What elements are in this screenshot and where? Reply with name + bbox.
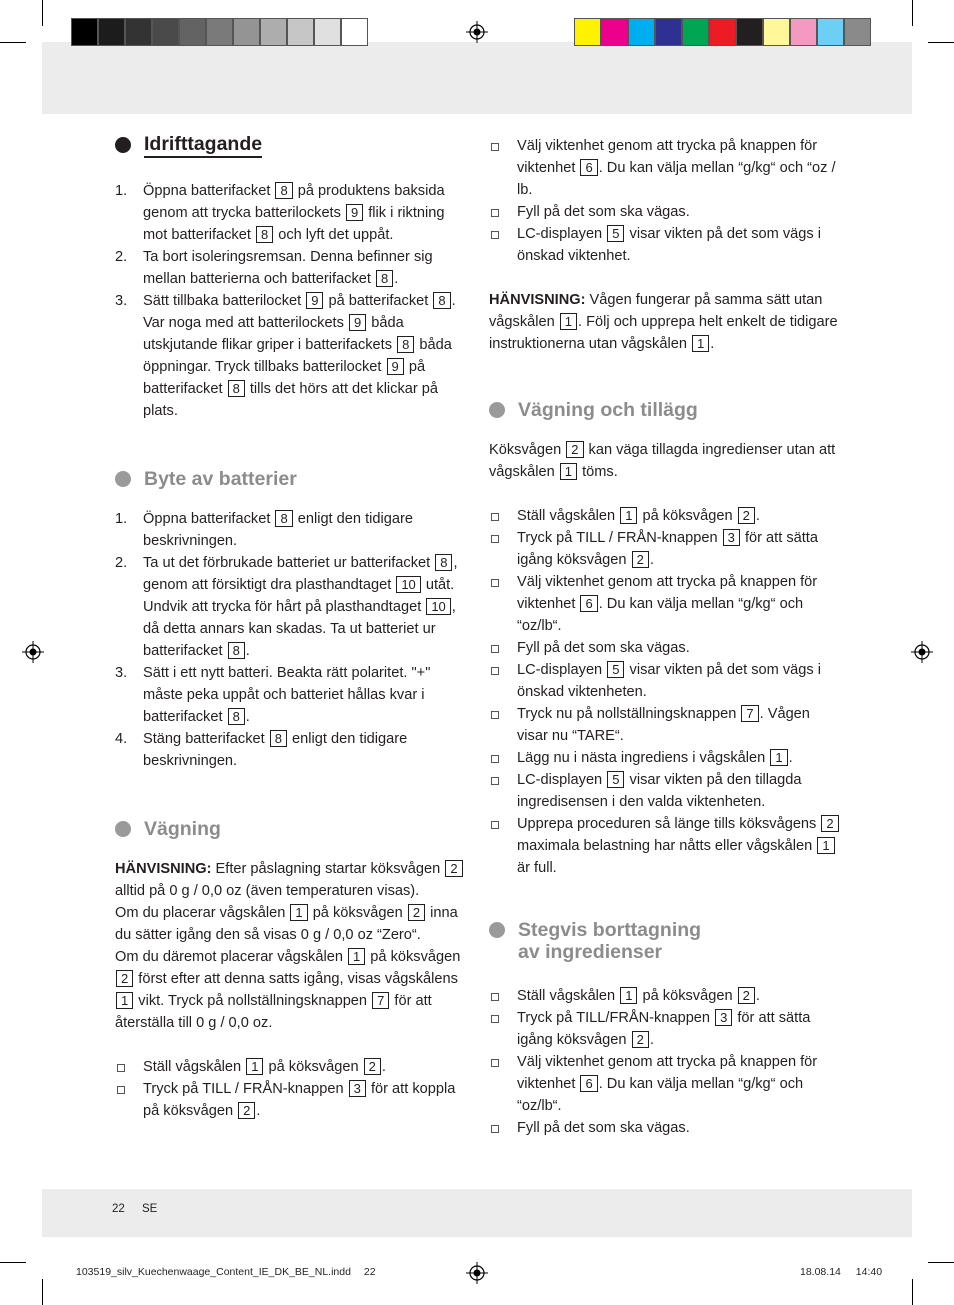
part-number-key: 10 (396, 576, 420, 593)
part-number-key: 2 (445, 860, 462, 877)
part-number-key: 9 (306, 292, 323, 309)
color-swatch (206, 18, 233, 46)
checkbox-bullet-icon (115, 1078, 143, 1122)
section-heading-vagning (115, 814, 467, 844)
checkbox-bullet-icon (115, 1056, 143, 1078)
file-name: 103519_silv_Kuechenwaage_Content_IE_DK_BE_NL.indd (76, 1266, 351, 1278)
part-number-key: 1 (246, 1058, 263, 1075)
crop-mark (928, 42, 954, 43)
bullet-list (489, 985, 841, 1139)
list-item (115, 290, 467, 422)
registration-mark-icon (466, 21, 488, 43)
list-number: 2. (115, 555, 128, 571)
left-column (115, 130, 467, 1122)
list-item-text: Fyll på det som ska vägas. (517, 1120, 690, 1136)
list-item-text: Tryck på TILL/FRÅN-knappen 3 för att sätta igång köksvågen 2 . (517, 1010, 811, 1048)
checkbox-bullet-icon (489, 1117, 517, 1139)
section-heading-idrifttagande (115, 130, 467, 160)
list-item-text: LC-displayen 5 visar vikten på det som vägs i önskad viktenheten. (517, 662, 821, 700)
color-swatch (736, 18, 763, 46)
list-item-text: Stäng batterifacket 8 enligt den tidigare beskrivningen. (143, 731, 408, 769)
part-number-key: 7 (372, 992, 389, 1009)
registration-mark-icon (22, 641, 44, 663)
list-item-text: Ställ vågskålen 1 på köksvågen 2 . (517, 508, 760, 524)
part-number-key: 8 (270, 730, 287, 747)
list-item-text: Tryck nu på nollställningsknappen 7 . Vågen visar nu “TARE“. (517, 706, 810, 744)
paragraph: Om du däremot placerar vågskålen 1 på köksvågen 2 först efter att denna satts igång, visas vågskålens 1 vikt. Tryck på nollställningsknappen 7 för att återställa till 0 g / 0,0 oz. (115, 949, 461, 1031)
list-item-text: Sätt i ett nytt batteri. Beakta rätt polaritet. "+" måste peka uppåt och batteriet hållas kvar i batterifacket 8 . (143, 665, 431, 725)
list-item (489, 527, 841, 571)
file-slug (76, 1266, 376, 1278)
footer-band (42, 1189, 912, 1237)
crop-mark (42, 1279, 43, 1305)
crop-mark (912, 0, 913, 26)
section-title: Vägning (144, 818, 221, 840)
file-page: 22 (363, 1266, 376, 1278)
color-swatch (601, 18, 628, 46)
bullet-list (115, 1056, 467, 1122)
color-swatch (709, 18, 736, 46)
list-item-text: Lägg nu i nästa ingrediens i vågskålen 1 . (517, 750, 793, 766)
part-number-key: 2 (738, 507, 755, 524)
part-number-key: 3 (715, 1009, 732, 1026)
list-item-text: Tryck på TILL / FRÅN-knappen 3 för att sätta igång köksvågen 2 . (517, 530, 818, 568)
list-item (115, 662, 467, 728)
part-number-key: 8 (376, 270, 393, 287)
page-number: 22 (112, 1203, 125, 1215)
part-number-key: 1 (290, 904, 307, 921)
note-text: Vågen fungerar på samma sätt utan vågskålen 1 . Följ och upprepa helt enkelt de tidigare instruktionerna utan vågskålen 1 . (489, 292, 838, 352)
part-number-key: 2 (632, 551, 649, 568)
list-item-text: Tryck på TILL / FRÅN-knappen 3 för att koppla på köksvågen 2 . (143, 1081, 456, 1119)
part-number-key: 2 (364, 1058, 381, 1075)
part-number-key: 1 (348, 948, 365, 965)
part-number-key: 8 (397, 336, 414, 353)
part-number-key: 7 (741, 705, 758, 722)
paragraph: Om du placerar vågskålen 1 på köksvågen 2 inna du sätter igång den så visas 0 g / 0,0 oz “Zero“. (115, 905, 458, 943)
bullet-dot-icon (115, 137, 131, 153)
part-number-key: 2 (238, 1102, 255, 1119)
list-item (489, 769, 841, 813)
list-item-text: Sätt tillbaka batterilocket 9 på batterifacket 8 . Var noga med att batterilockets 9 båda utskjutande flikar griper i batterifackets 8 båda öppningar. Tryck tillbaks batterilocket 9 på batterifacket 8 tills det hörs att det klickar på plats. (143, 293, 456, 419)
note-text: Efter påslagning startar köksvågen 2 alltid på 0 g / 0,0 oz (även temperaturen visas). (115, 861, 464, 899)
bullet-dot-icon (115, 821, 131, 837)
part-number-key: 10 (426, 598, 450, 615)
list-number: 1. (115, 183, 128, 199)
list-item (489, 223, 841, 267)
list-item (489, 135, 841, 201)
list-item-text: Välj viktenhet genom att trycka på knappen för viktenhet 6 . Du kan välja mellan “g/kg“ och “oz/lb“. (517, 1054, 818, 1114)
list-item (489, 1051, 841, 1117)
list-item-text: Öppna batterifacket 8 enligt den tidigare beskrivningen. (143, 511, 413, 549)
section-title: Idrifttagande (144, 133, 262, 158)
list-item (489, 1117, 841, 1139)
list-item (489, 571, 841, 637)
language-code: SE (142, 1203, 158, 1215)
bullet-dot-icon (489, 922, 505, 938)
list-item (489, 637, 841, 659)
part-number-key: 8 (228, 708, 245, 725)
list-number: 4. (115, 731, 128, 747)
color-swatch (655, 18, 682, 46)
list-item (115, 246, 467, 290)
crop-mark (912, 1279, 913, 1305)
checkbox-bullet-icon (489, 505, 517, 527)
part-number-key: 5 (607, 771, 624, 788)
list-item (489, 659, 841, 703)
numbered-list (115, 180, 467, 422)
list-item-text: Ställ vågskålen 1 på köksvågen 2 . (143, 1059, 386, 1075)
section-heading-stegvis-borttagning (489, 919, 841, 963)
part-number-key: 2 (566, 441, 583, 458)
list-item-text: Välj viktenhet genom att trycka på knappen för viktenhet 6 . Du kan välja mellan “g/kg“ och “oz/lb“. (517, 574, 818, 634)
color-swatch (233, 18, 260, 46)
registration-mark-icon (911, 641, 933, 663)
part-number-key: 8 (433, 292, 450, 309)
part-number-key: 2 (408, 904, 425, 921)
bullet-dot-icon (115, 471, 131, 487)
checkbox-bullet-icon (489, 1007, 517, 1051)
color-swatch (260, 18, 287, 46)
list-number: 3. (115, 293, 128, 309)
right-column (489, 135, 841, 1139)
note-label: HÄNVISNING: (115, 861, 212, 877)
checkbox-bullet-icon (489, 985, 517, 1007)
part-number-key: 6 (580, 1075, 597, 1092)
list-item (489, 1007, 841, 1051)
list-item (115, 180, 467, 246)
section-title (518, 919, 701, 963)
checkbox-bullet-icon (489, 1051, 517, 1117)
part-number-key: 1 (770, 749, 787, 766)
print-time: 14:40 (855, 1266, 883, 1278)
list-item (115, 508, 467, 552)
checkbox-bullet-icon (489, 747, 517, 769)
checkbox-bullet-icon (489, 135, 517, 201)
list-item-text: LC-displayen 5 visar vikten på den tillagda ingredisensen i den valda viktenheten. (517, 772, 802, 810)
part-number-key: 8 (228, 642, 245, 659)
checkbox-bullet-icon (489, 769, 517, 813)
section-title: Byte av batterier (144, 468, 297, 490)
part-number-key: 2 (632, 1031, 649, 1048)
list-number: 1. (115, 511, 128, 527)
part-number-key: 2 (116, 970, 133, 987)
note-label: HÄNVISNING: (489, 292, 586, 308)
list-item (489, 505, 841, 527)
part-number-key: 9 (387, 358, 404, 375)
checkbox-bullet-icon (489, 637, 517, 659)
paragraph: Köksvågen 2 kan väga tillagda ingredienser utan att vågskålen 1 töms. (489, 442, 836, 480)
color-swatch (844, 18, 871, 46)
bullet-list (489, 135, 841, 267)
crop-mark (928, 1262, 954, 1263)
list-item-text: Upprepa proceduren så länge tills köksvågens 2 maximala belastning har nåtts eller vågskålen 1 är full. (517, 813, 841, 879)
part-number-key: 1 (116, 992, 133, 1009)
part-number-key: 1 (620, 987, 637, 1004)
part-number-key: 6 (580, 159, 597, 176)
print-date: 18.08.14 (800, 1266, 841, 1278)
crop-mark (42, 0, 43, 26)
checkbox-bullet-icon (489, 527, 517, 571)
process-color-bar (574, 18, 871, 46)
list-item (115, 1056, 467, 1078)
grey-color-bar (71, 18, 368, 46)
registration-mark-icon (466, 1262, 488, 1284)
part-number-key: 8 (275, 510, 292, 527)
list-number: 3. (115, 665, 128, 681)
list-item-text: Välj viktenhet genom att trycka på knappen för viktenhet 6 . Du kan välja mellan “g/kg“ och “oz / lb. (517, 138, 836, 198)
crop-mark (0, 42, 26, 43)
part-number-key: 1 (817, 837, 834, 854)
part-number-key: 1 (692, 335, 709, 352)
color-swatch (628, 18, 655, 46)
date-slug (800, 1266, 882, 1278)
color-swatch (71, 18, 98, 46)
list-item-text: Ställ vågskålen 1 på köksvågen 2 . (517, 988, 760, 1004)
list-item-text: Fyll på det som ska vägas. (517, 640, 690, 656)
list-item (115, 1078, 467, 1122)
color-swatch (790, 18, 817, 46)
part-number-key: 8 (256, 226, 273, 243)
part-number-key: 1 (560, 313, 577, 330)
color-swatch (341, 18, 368, 46)
list-item (489, 813, 841, 879)
checkbox-bullet-icon (489, 703, 517, 747)
list-item-text: Ta ut det förbrukade batteriet ur batterifacket 8 , genom att försiktigt dra plasthandtaget 10 utåt. Undvik att trycka för hårt på plasthandtaget 10 , då detta annars kan skadas. Ta ut batteriet ur batterifacket 8 . (143, 555, 458, 659)
note-paragraph (489, 289, 841, 355)
checkbox-bullet-icon (489, 571, 517, 637)
list-item (115, 728, 467, 772)
list-item (115, 552, 467, 662)
part-number-key: 2 (738, 987, 755, 1004)
header-band (42, 42, 912, 114)
note-paragraph (115, 858, 467, 902)
checkbox-bullet-icon (489, 813, 517, 879)
list-item-text: LC-displayen 5 visar vikten på det som vägs i önskad viktenhet. (517, 226, 821, 264)
part-number-key: 8 (435, 554, 452, 571)
part-number-key: 5 (607, 225, 624, 242)
list-item (489, 985, 841, 1007)
part-number-key: 1 (560, 463, 577, 480)
section-title-line: av ingredienser (518, 941, 663, 963)
list-number: 2. (115, 249, 128, 265)
list-item (489, 703, 841, 747)
list-item (489, 201, 841, 223)
color-swatch (125, 18, 152, 46)
part-number-key: 1 (620, 507, 637, 524)
part-number-key: 8 (275, 182, 292, 199)
color-swatch (763, 18, 790, 46)
color-swatch (152, 18, 179, 46)
part-number-key: 3 (349, 1080, 366, 1097)
part-number-key: 9 (346, 204, 363, 221)
list-item-text: Ta bort isoleringsremsan. Denna befinner sig mellan batterierna och batterifacket 8 . (143, 249, 433, 287)
section-title: Vägning och tillägg (518, 399, 698, 421)
section-title-line: Stegvis borttagning (518, 919, 702, 941)
part-number-key: 3 (723, 529, 740, 546)
color-swatch (179, 18, 206, 46)
part-number-key: 6 (580, 595, 597, 612)
color-swatch (287, 18, 314, 46)
color-swatch (314, 18, 341, 46)
color-swatch (817, 18, 844, 46)
bullet-list (489, 505, 841, 879)
checkbox-bullet-icon (489, 659, 517, 703)
list-item (489, 747, 841, 769)
color-swatch (574, 18, 601, 46)
list-item-text: Fyll på det som ska vägas. (517, 204, 690, 220)
part-number-key: 5 (607, 661, 624, 678)
bullet-dot-icon (489, 402, 505, 418)
section-heading-vagning-och-tillagg (489, 395, 841, 425)
color-swatch (98, 18, 125, 46)
section-heading-byte-av-batterier (115, 464, 467, 494)
part-number-key: 8 (228, 380, 245, 397)
crop-mark (0, 1262, 26, 1263)
checkbox-bullet-icon (489, 201, 517, 223)
list-item-text: Öppna batterifacket 8 på produktens baksida genom att trycka batterilockets 9 flik i riktning mot batterifacket 8 och lyft det uppåt. (143, 183, 445, 243)
page-footer (112, 1203, 157, 1215)
color-swatch (682, 18, 709, 46)
numbered-list (115, 508, 467, 772)
part-number-key: 2 (821, 815, 838, 832)
part-number-key: 9 (349, 314, 366, 331)
checkbox-bullet-icon (489, 223, 517, 267)
